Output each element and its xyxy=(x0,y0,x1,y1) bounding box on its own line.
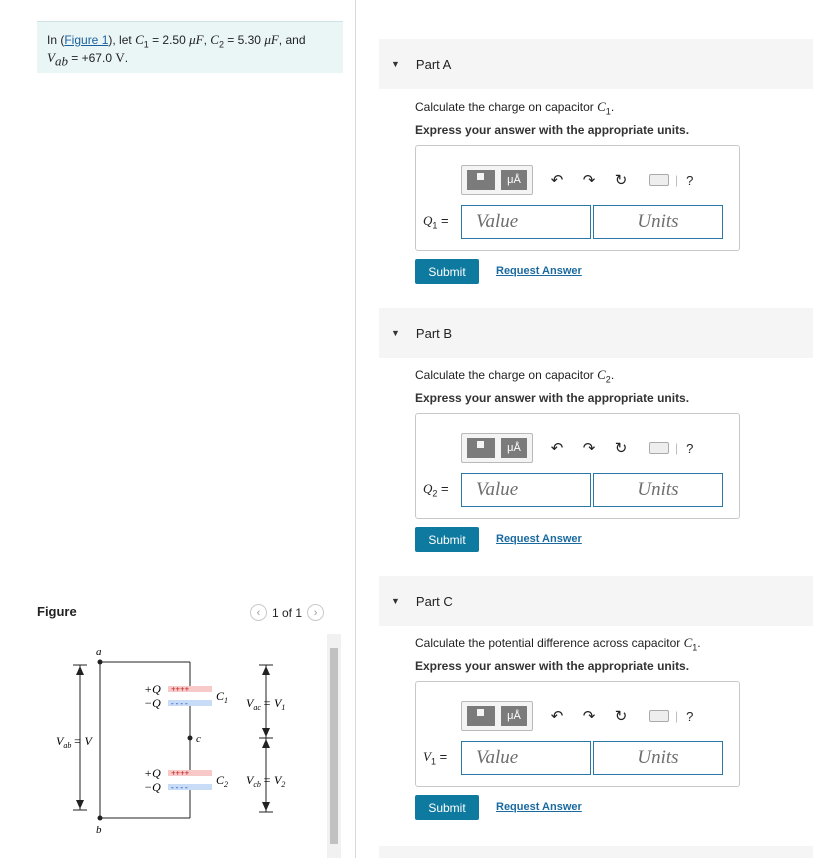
c2-minus-q: −Q xyxy=(144,780,161,794)
var-c2: C xyxy=(210,32,219,47)
arrow-down-icon xyxy=(76,800,84,809)
part-c-title: Part C xyxy=(415,593,453,609)
value-input[interactable]: Value xyxy=(461,741,591,775)
var-vab: V xyxy=(47,50,55,66)
units-template-icon: μÅ xyxy=(501,706,527,726)
part-c-question: Calculate the potential difference across capacitor $C_1$. xyxy=(415,635,701,653)
keyboard-icon[interactable] xyxy=(649,174,669,186)
part-a-instructions: Express your answer with the appropriate units. xyxy=(415,123,690,137)
circuit-figure xyxy=(40,640,320,850)
answer-label-q2: $Q_2$ = xyxy=(423,481,449,499)
units-input[interactable]: Units xyxy=(593,741,723,775)
part-a-title: Part A xyxy=(415,56,452,72)
answer-label-q1: $Q_1$ = xyxy=(423,213,449,231)
sub-c1: 1 xyxy=(143,39,149,50)
label-c2: $C_2$ xyxy=(216,773,229,789)
arrow-up-icon xyxy=(262,666,270,675)
request-answer-link[interactable]: Request Answer xyxy=(496,533,582,545)
collapse-triangle-icon: ▼ xyxy=(391,59,400,69)
value-input[interactable]: Value xyxy=(461,473,591,507)
redo-icon[interactable]: ↷ xyxy=(582,708,596,725)
scrollbar-thumb[interactable] xyxy=(330,648,338,844)
template-button[interactable] xyxy=(461,701,533,731)
figure-link[interactable]: Figure 1 xyxy=(64,33,109,47)
c2-plus-signs: ++++ xyxy=(171,769,190,778)
part-c-toolbar xyxy=(461,699,693,733)
c1-plus-signs: ++++ xyxy=(171,685,190,694)
toolbar-separator: | xyxy=(675,441,679,455)
arrow-down-icon xyxy=(262,728,270,737)
help-icon[interactable]: ? xyxy=(686,708,694,724)
problem-text: In ( xyxy=(47,33,65,47)
undo-icon[interactable]: ↶ xyxy=(550,172,564,189)
value-input[interactable]: Value xyxy=(461,205,591,239)
label-c: c xyxy=(196,733,201,745)
pager-text: 1 of 1 xyxy=(272,605,303,620)
keyboard-icon[interactable] xyxy=(649,710,669,722)
template-icon xyxy=(467,706,495,726)
redo-icon[interactable]: ↷ xyxy=(582,440,596,457)
value-c1: = 2.50 xyxy=(148,33,186,47)
c1-minus-q: −Q xyxy=(144,696,161,710)
answer-label-v1: $V_1$ = xyxy=(423,749,448,767)
collapse-triangle-icon: ▼ xyxy=(391,328,400,338)
collapse-triangle-icon: ▼ xyxy=(391,596,400,606)
part-c-answer-row xyxy=(423,741,723,775)
submit-button[interactable]: Submit xyxy=(415,527,479,552)
arrow-up-icon xyxy=(262,739,270,748)
c1-minus-signs: - - - - xyxy=(171,699,188,708)
part-a-answer-row xyxy=(423,205,723,239)
value-c2: = 5.30 xyxy=(223,33,261,47)
c1-plus-q: +Q xyxy=(144,682,161,696)
keyboard-icon[interactable] xyxy=(649,442,669,454)
undo-icon[interactable]: ↶ xyxy=(550,440,564,457)
request-answer-link[interactable]: Request Answer xyxy=(496,801,582,813)
redo-icon[interactable]: ↷ xyxy=(582,172,596,189)
value-vab: = +67.0 xyxy=(67,51,112,66)
label-a: a xyxy=(96,646,102,658)
units-template-icon: μÅ xyxy=(501,438,527,458)
unit-vab: V xyxy=(115,50,125,66)
label-vac: $V_{ac} = V_1$ xyxy=(246,696,286,712)
c2-minus-signs: - - - - xyxy=(171,783,188,792)
reset-icon[interactable]: ↻ xyxy=(614,708,628,725)
part-b-question: Calculate the charge on capacitor $C_2$. xyxy=(415,367,615,385)
part-a-toolbar xyxy=(461,163,693,197)
units-input[interactable]: Units xyxy=(593,473,723,507)
prev-figure-button[interactable]: ‹ xyxy=(250,604,267,621)
unit-c1: μF xyxy=(189,32,204,47)
reset-icon[interactable]: ↻ xyxy=(614,440,628,457)
template-icon xyxy=(467,170,495,190)
figure-scrollbar[interactable] xyxy=(327,634,341,858)
template-button[interactable] xyxy=(461,433,533,463)
next-part-header xyxy=(379,846,813,858)
var-c1: C xyxy=(135,32,144,47)
label-c1: $C_1$ xyxy=(216,689,229,705)
help-icon[interactable]: ? xyxy=(686,172,694,188)
unit-c2: μF xyxy=(264,32,279,47)
label-vcb: $V_{cb} = V_2$ xyxy=(246,773,286,789)
part-c-header[interactable] xyxy=(379,576,813,626)
sub-c2: 2 xyxy=(218,39,224,50)
problem-statement: In (Figure 1), let $C_1 = 2.50$ μF, $C_2 = 5.30$ μF, and $V_{ab} = +67.0$ V. xyxy=(37,21,343,73)
template-button[interactable] xyxy=(461,165,533,195)
part-b-answer-row xyxy=(423,473,723,507)
part-b-instructions: Express your answer with the appropriate units. xyxy=(415,391,690,405)
help-icon[interactable]: ? xyxy=(686,440,694,456)
reset-icon[interactable]: ↻ xyxy=(614,172,628,189)
problem-text: ), let xyxy=(108,33,132,47)
submit-button[interactable]: Submit xyxy=(415,795,479,820)
arrow-up-icon xyxy=(76,666,84,675)
toolbar-separator: | xyxy=(675,709,679,723)
label-vab: $V_{ab} = V$ xyxy=(56,734,92,750)
undo-icon[interactable]: ↶ xyxy=(550,708,564,725)
figure-title: Figure xyxy=(37,604,77,619)
part-b-toolbar xyxy=(461,431,693,465)
units-template-icon: μÅ xyxy=(501,170,527,190)
part-b-header[interactable] xyxy=(379,308,813,358)
part-b-title: Part B xyxy=(415,325,453,341)
panel-divider xyxy=(355,0,356,858)
label-b: b xyxy=(96,824,102,836)
figure-pager xyxy=(250,604,324,621)
request-answer-link[interactable]: Request Answer xyxy=(496,265,582,277)
arrow-down-icon xyxy=(262,802,270,811)
node-c xyxy=(188,736,193,741)
units-input[interactable]: Units xyxy=(593,205,723,239)
sub-vab: ab xyxy=(54,53,68,69)
part-c-instructions: Express your answer with the appropriate units. xyxy=(415,659,690,673)
next-figure-button[interactable]: › xyxy=(307,604,324,621)
toolbar-separator: | xyxy=(675,173,679,187)
problem-text: , and xyxy=(278,33,306,47)
submit-button[interactable]: Submit xyxy=(415,259,479,284)
part-a-header[interactable] xyxy=(379,39,813,89)
template-icon xyxy=(467,438,495,458)
part-a-question: Calculate the charge on capacitor $C_1$. xyxy=(415,99,615,117)
c2-plus-q: +Q xyxy=(144,766,161,780)
